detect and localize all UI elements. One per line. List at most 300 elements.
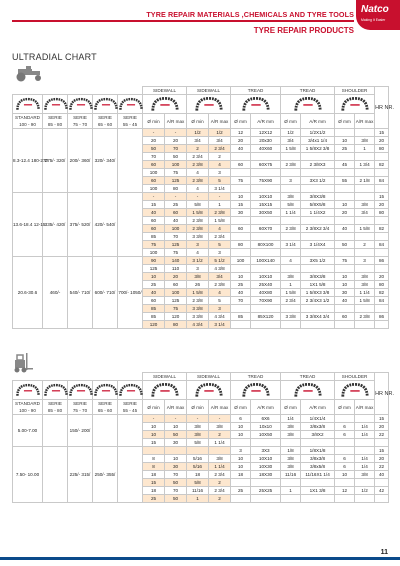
value-cell: 1 5/8X2 3/8: [301, 145, 335, 153]
value-cell: [355, 233, 375, 241]
value-cell: [231, 479, 251, 487]
value-cell: [355, 129, 375, 137]
value-cell: 5 1/2: [209, 257, 231, 265]
tractor-icon: [12, 66, 46, 82]
value-cell: 15: [143, 439, 165, 447]
value-cell: 20: [375, 201, 389, 209]
measure-header: Ø mm: [231, 400, 251, 415]
table-row: [13, 129, 389, 137]
size-cell: [118, 447, 143, 503]
value-cell: 2 3/8: [209, 209, 231, 217]
value-cell: 3 3/8: [187, 305, 209, 313]
group-header: TREAD: [281, 87, 335, 95]
value-cell: 10: [335, 471, 355, 479]
value-cell: 60: [143, 225, 165, 233]
value-cell: 1/4: [355, 455, 375, 463]
value-cell: 15: [375, 447, 389, 455]
value-cell: [251, 153, 281, 161]
value-cell: 1 5/8: [355, 297, 375, 305]
value-cell: [335, 439, 355, 447]
value-cell: 3/4: [355, 209, 375, 217]
value-cell: 3: [187, 265, 209, 273]
logo-text: Natco: [361, 4, 389, 15]
size-column-header: STANDARD 100 - 90: [13, 400, 43, 415]
value-cell: 10X10: [251, 193, 281, 201]
value-cell: 70: [165, 145, 187, 153]
value-cell: 25X40: [251, 281, 281, 289]
size-cell: 250/- 355/: [93, 447, 118, 503]
value-cell: 3/4: [209, 273, 231, 281]
value-cell: [281, 439, 301, 447]
value-cell: [281, 495, 301, 503]
value-cell: 86: [375, 257, 389, 265]
value-cell: 10: [231, 431, 251, 439]
value-cell: 84: [375, 297, 389, 305]
value-cell: 2 3/8: [187, 297, 209, 305]
value-cell: 82: [375, 289, 389, 297]
value-cell: [231, 217, 251, 225]
value-cell: [335, 447, 355, 455]
value-cell: 6: [335, 423, 355, 431]
value-cell: 120: [165, 313, 187, 321]
value-cell: [335, 153, 355, 161]
value-cell: 60: [143, 177, 165, 185]
value-cell: 1: [187, 495, 209, 503]
value-cell: [375, 439, 389, 447]
value-cell: [251, 217, 281, 225]
group-header: SIDEWALL: [187, 373, 231, 381]
value-cell: 20: [335, 209, 355, 217]
value-cell: 2 3/8: [209, 281, 231, 289]
value-cell: 80X100: [251, 241, 281, 249]
measure-header: A/R max: [355, 114, 375, 129]
value-cell: 3/4: [209, 137, 231, 145]
group-header: TREAD: [231, 87, 281, 95]
table-row: [13, 447, 389, 455]
value-cell: 18: [187, 471, 209, 479]
value-cell: 22: [375, 463, 389, 471]
size-column-header: STANDARD 100 - 90: [13, 114, 43, 129]
value-cell: 25: [143, 495, 165, 503]
value-cell: [355, 447, 375, 455]
value-cell: 84: [375, 241, 389, 249]
measure-header: A/R max: [165, 400, 187, 415]
value-cell: 3/8: [187, 273, 209, 281]
measure-header: Ø mm: [281, 114, 301, 129]
value-cell: 2 3/8: [187, 177, 209, 185]
value-cell: 18: [143, 487, 165, 495]
value-cell: 5/16: [187, 463, 209, 471]
value-cell: 40X60: [251, 145, 281, 153]
measure-header: Ø min: [187, 114, 209, 129]
hr-nr-header: HR NR.: [375, 373, 389, 415]
value-cell: 50: [165, 479, 187, 487]
value-cell: [375, 321, 389, 329]
size-column-header: SERIE 55 - 45: [118, 400, 143, 415]
value-cell: 75: [165, 249, 187, 257]
value-cell: [251, 249, 281, 257]
value-cell: 75: [165, 169, 187, 177]
value-cell: 3/8: [187, 431, 209, 439]
value-cell: 60: [231, 161, 251, 169]
value-cell: 1/4: [281, 415, 301, 423]
value-cell: -: [143, 415, 165, 423]
value-cell: 10: [335, 201, 355, 209]
value-cell: [301, 495, 335, 503]
value-cell: 1 5/8: [355, 225, 375, 233]
size-cell: 700/- 1050/: [118, 257, 143, 329]
value-cell: 2 3/4: [209, 471, 231, 479]
value-cell: 30: [231, 209, 251, 217]
value-cell: 3/8: [355, 281, 375, 289]
value-cell: [281, 217, 301, 225]
value-cell: [335, 249, 355, 257]
value-cell: 3/8: [187, 423, 209, 431]
value-cell: [281, 479, 301, 487]
value-cell: 70: [165, 471, 187, 479]
value-cell: 4: [187, 169, 209, 177]
value-cell: 75: [165, 305, 187, 313]
value-cell: 25: [231, 281, 251, 289]
value-cell: 25: [335, 145, 355, 153]
value-cell: 1/4: [355, 423, 375, 431]
value-cell: [251, 169, 281, 177]
value-cell: 1 5/8X3 3/8: [301, 289, 335, 297]
value-cell: 20: [231, 137, 251, 145]
size-cell: [43, 447, 68, 503]
value-cell: 82: [375, 225, 389, 233]
measure-header: A/R mm: [251, 400, 281, 415]
value-cell: [165, 447, 187, 455]
brand-tagline: TYRE REPAIR MATERIALS ,CHEMICALS AND TYRE TOOLS: [146, 10, 354, 19]
value-cell: -: [143, 193, 165, 201]
value-cell: 20: [165, 137, 187, 145]
value-cell: 125: [143, 265, 165, 273]
size-cell: 7.50- 10.00: [13, 447, 43, 503]
value-cell: 15: [375, 193, 389, 201]
value-cell: 10X30: [251, 463, 281, 471]
value-cell: 100X140: [251, 257, 281, 265]
value-cell: [355, 169, 375, 177]
value-cell: [231, 265, 251, 273]
value-cell: [355, 153, 375, 161]
value-cell: 26: [187, 281, 209, 289]
value-cell: 3/8X3/8: [301, 193, 335, 201]
value-cell: 20: [143, 137, 165, 145]
value-cell: 40: [375, 471, 389, 479]
value-cell: 1/2: [355, 487, 375, 495]
value-cell: 20: [375, 455, 389, 463]
value-cell: 30: [165, 439, 187, 447]
value-cell: 3/8: [281, 423, 301, 431]
value-cell: [335, 479, 355, 487]
value-cell: 1 1/4X2: [301, 209, 335, 217]
value-cell: 60: [143, 297, 165, 305]
value-cell: 18: [231, 471, 251, 479]
size-cell: 150/- 200/: [68, 415, 93, 447]
value-cell: -: [165, 415, 187, 423]
size-cell: [118, 129, 143, 193]
value-cell: 18: [143, 471, 165, 479]
value-cell: 4: [209, 289, 231, 297]
header-rule: [12, 20, 354, 22]
value-cell: 100: [143, 169, 165, 177]
value-cell: 3/8: [355, 137, 375, 145]
tire-cross-section-icon: [150, 381, 180, 399]
value-cell: 40X80: [251, 289, 281, 297]
value-cell: 1/4: [355, 463, 375, 471]
measure-header: Ø mm: [335, 114, 355, 129]
value-cell: 6: [231, 415, 251, 423]
value-cell: 2 3/8: [187, 225, 209, 233]
value-cell: 8: [143, 463, 165, 471]
size-cell: 320/- 340/: [93, 129, 118, 193]
value-cell: 50: [165, 153, 187, 161]
tire-cross-section-icon: [340, 95, 370, 113]
value-cell: [355, 305, 375, 313]
value-cell: [281, 185, 301, 193]
value-cell: [231, 495, 251, 503]
value-cell: [355, 249, 375, 257]
value-cell: [355, 495, 375, 503]
value-cell: 125: [165, 241, 187, 249]
group-header: SHOULDER: [335, 87, 375, 95]
value-cell: [209, 447, 231, 455]
value-cell: 1/8: [281, 447, 301, 455]
value-cell: 60: [335, 313, 355, 321]
value-cell: 82: [375, 161, 389, 169]
size-cell: 275/- 320/: [43, 129, 68, 193]
value-cell: [335, 495, 355, 503]
value-cell: 110: [165, 265, 187, 273]
value-cell: 50: [143, 145, 165, 153]
value-cell: -: [187, 193, 209, 201]
page-number: 11: [380, 549, 388, 556]
value-cell: [355, 439, 375, 447]
tire-cross-section-icon: [150, 95, 180, 113]
value-cell: 10: [165, 455, 187, 463]
value-cell: 1 5/8: [209, 217, 231, 225]
size-cell: 540/- 710/: [68, 257, 93, 329]
value-cell: 140: [165, 257, 187, 265]
tire-cross-section-icon: [340, 381, 370, 399]
value-cell: 15: [231, 201, 251, 209]
value-cell: 2 3/8: [187, 217, 209, 225]
measure-header: Ø min: [143, 400, 165, 415]
value-cell: 5/16: [187, 455, 209, 463]
value-cell: 40: [231, 289, 251, 297]
value-cell: -: [209, 415, 231, 423]
value-cell: 84: [375, 177, 389, 185]
value-cell: 40: [231, 145, 251, 153]
value-cell: 30X50: [251, 209, 281, 217]
value-cell: 70X90: [251, 297, 281, 305]
value-cell: 1: [209, 201, 231, 209]
value-cell: 20: [375, 423, 389, 431]
size-cell: 20.6-30.6: [13, 257, 43, 329]
value-cell: [375, 233, 389, 241]
value-cell: 1 1/4: [355, 289, 375, 297]
value-cell: 25: [231, 487, 251, 495]
value-cell: [301, 439, 335, 447]
value-cell: 1/2: [209, 129, 231, 137]
value-cell: [251, 233, 281, 241]
value-cell: 4: [281, 257, 301, 265]
value-cell: 15: [143, 479, 165, 487]
value-cell: 11/16: [281, 471, 301, 479]
tire-cross-section-icon: [293, 381, 323, 399]
size-cell: 460/-: [43, 257, 68, 329]
value-cell: [375, 169, 389, 177]
value-cell: [231, 305, 251, 313]
value-cell: 1/2X1/2: [301, 129, 335, 137]
value-cell: 85: [143, 313, 165, 321]
value-cell: [281, 265, 301, 273]
value-cell: 6: [335, 455, 355, 463]
value-cell: [335, 217, 355, 225]
value-cell: 3 3/8: [281, 313, 301, 321]
value-cell: 1/4X1/4: [301, 415, 335, 423]
value-cell: 100: [165, 225, 187, 233]
size-cell: [43, 415, 68, 447]
value-cell: 60X75: [251, 161, 281, 169]
value-cell: 100: [143, 249, 165, 257]
group-header: SIDEWALL: [143, 87, 187, 95]
value-cell: 3/4x1 1/4: [301, 137, 335, 145]
value-cell: 4: [209, 225, 231, 233]
value-cell: 10: [335, 137, 355, 145]
value-cell: 1: [281, 281, 301, 289]
value-cell: 3/8: [355, 273, 375, 281]
value-cell: 5: [209, 177, 231, 185]
value-cell: 3: [209, 305, 231, 313]
value-cell: 40: [335, 297, 355, 305]
value-cell: [187, 447, 209, 455]
value-cell: 2 3/4: [187, 153, 209, 161]
size-cell: [118, 415, 143, 447]
value-cell: [231, 233, 251, 241]
value-cell: [251, 479, 281, 487]
top-header: [0, 0, 400, 22]
value-cell: 10: [231, 463, 251, 471]
tire-cross-section-icon: [93, 95, 119, 113]
forklift-icon: [12, 352, 34, 374]
value-cell: [301, 185, 335, 193]
value-cell: 50: [335, 241, 355, 249]
value-cell: 70: [231, 297, 251, 305]
value-cell: 1 5/8: [187, 209, 209, 217]
tire-cross-section-icon: [194, 381, 224, 399]
value-cell: 3 3/8: [187, 233, 209, 241]
value-cell: 40: [335, 225, 355, 233]
group-header: SHOULDER: [335, 373, 375, 381]
value-cell: 3/8x3/8: [301, 423, 335, 431]
value-cell: [335, 233, 355, 241]
value-cell: 60: [165, 281, 187, 289]
value-cell: 125: [165, 297, 187, 305]
tire-cross-section-icon: [118, 381, 144, 399]
value-cell: 15: [375, 129, 389, 137]
value-cell: 10X50: [251, 431, 281, 439]
value-cell: 2 3/8: [187, 161, 209, 169]
value-cell: 1 1/4: [281, 209, 301, 217]
value-cell: 45: [335, 161, 355, 169]
value-cell: 75: [143, 241, 165, 249]
value-cell: 4: [209, 161, 231, 169]
value-cell: 1: [355, 145, 375, 153]
value-cell: 1/2: [281, 129, 301, 137]
size-cell: 375/- 520/: [68, 193, 93, 257]
value-cell: 2 3/8X3: [301, 161, 335, 169]
value-cell: [251, 265, 281, 273]
value-cell: 3/8: [209, 455, 231, 463]
value-cell: [301, 265, 335, 273]
value-cell: 3 1/4: [209, 321, 231, 329]
value-cell: [301, 233, 335, 241]
value-cell: 80: [165, 185, 187, 193]
value-cell: 10: [335, 281, 355, 289]
value-cell: 86: [375, 313, 389, 321]
value-cell: 12X12: [251, 129, 281, 137]
value-cell: [335, 265, 355, 273]
tire-cross-section-icon: [93, 381, 119, 399]
measure-header: A/R mm: [251, 114, 281, 129]
value-cell: 10: [231, 273, 251, 281]
value-cell: 3/8: [281, 193, 301, 201]
size-cell: 335/- 420/: [43, 193, 68, 257]
value-cell: [231, 153, 251, 161]
value-cell: [251, 495, 281, 503]
value-cell: 18X30: [251, 471, 281, 479]
value-cell: [355, 479, 375, 487]
value-cell: 2 3/8: [281, 225, 301, 233]
value-cell: 3 3/8X4 3/4: [301, 313, 335, 321]
value-cell: 1 5/8: [281, 145, 301, 153]
value-cell: -: [209, 193, 231, 201]
size-cell: 8.3-12.4 180-270: [13, 129, 43, 193]
value-cell: 3 1/4X4: [301, 241, 335, 249]
value-cell: [355, 217, 375, 225]
value-cell: 2 3/8: [355, 313, 375, 321]
value-cell: 15: [143, 201, 165, 209]
value-cell: [281, 321, 301, 329]
value-cell: [251, 321, 281, 329]
value-cell: 85: [143, 305, 165, 313]
value-cell: 1X1 3/8: [301, 487, 335, 495]
value-cell: 3/8X3/8: [301, 273, 335, 281]
value-cell: [231, 169, 251, 177]
value-cell: 5/8: [187, 439, 209, 447]
value-cell: [231, 321, 251, 329]
value-cell: 10: [231, 193, 251, 201]
value-cell: [375, 265, 389, 273]
value-cell: [375, 479, 389, 487]
chart-table: [12, 372, 395, 503]
value-cell: [251, 185, 281, 193]
value-cell: -: [165, 129, 187, 137]
value-cell: 100: [165, 289, 187, 297]
table-row: [13, 415, 389, 423]
value-cell: 5/8: [281, 201, 301, 209]
measure-header: A/R max: [165, 114, 187, 129]
value-cell: 2 3/4: [281, 297, 301, 305]
tire-cross-section-icon: [15, 381, 41, 399]
value-cell: 60: [231, 225, 251, 233]
value-cell: 1 1/4: [209, 463, 231, 471]
value-cell: [335, 169, 355, 177]
value-cell: 85X120: [251, 313, 281, 321]
hr-nr-header: HR NR.: [375, 87, 389, 129]
